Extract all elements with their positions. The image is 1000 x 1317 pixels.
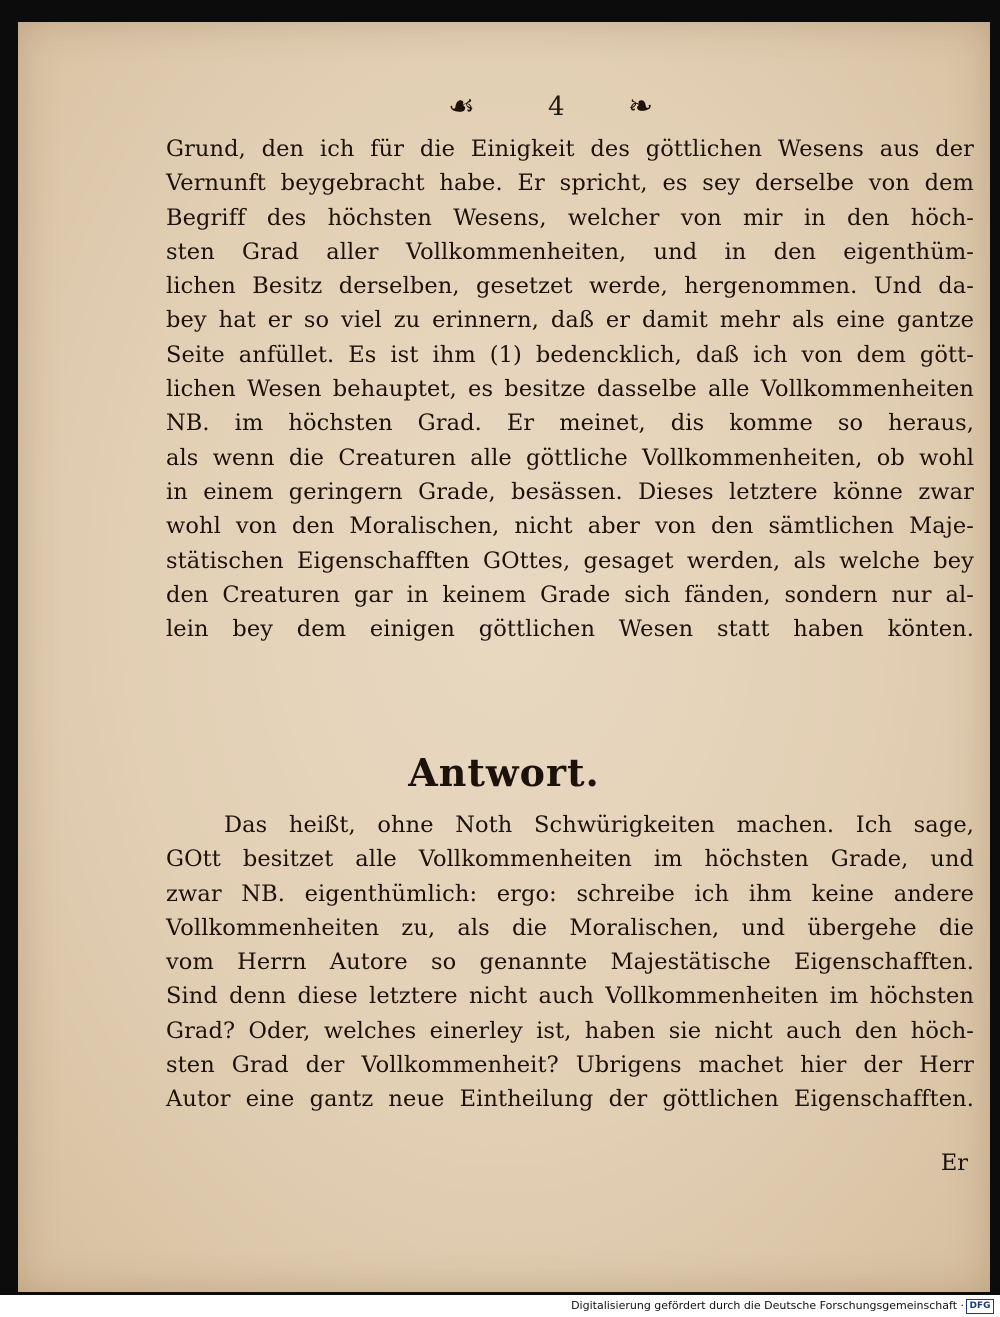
- text-line: NB. im höchsten Grad. Er meinet, dis komme so heraus,: [166, 410, 974, 437]
- text-line: zwar NB. eigenthümlich: ergo: schreibe ich ihm keine andere: [166, 880, 974, 907]
- ornament-left-icon: ☙: [448, 89, 475, 124]
- ornament-right-icon: ❧: [628, 89, 654, 124]
- text-line: sten Grad aller Vollkommenheiten, und in den eigenthüm-: [166, 238, 974, 265]
- text-line: sten Grad der Vollkommenheit? Ubrigens machet hier der Herr: [166, 1052, 974, 1079]
- text-line: lein bey dem einigen göttlichen Wesen statt haben könten.: [166, 616, 974, 643]
- text-line: GOtt besitzet alle Vollkommenheiten im höchsten Grade, und: [166, 846, 974, 873]
- body-text: [166, 132, 974, 646]
- footer-bar: [0, 1297, 1000, 1317]
- text-line: Vollkommenheiten zu, als die Moralischen, und übergehe die: [166, 914, 974, 941]
- answer-heading: Antwort.: [408, 750, 600, 795]
- funding-credit: Digitalisierung gefördert durch die Deutsche Forschungsgemeinschaft ·: [571, 1299, 964, 1312]
- page-header: [18, 82, 990, 132]
- text-line: vom Herrn Autore so genannte Majestätische Eigenschafften.: [166, 949, 974, 976]
- text-line: Begriff des höchsten Wesens, welcher von mir in den höch-: [166, 204, 974, 231]
- text-line: Seite anfüllet. Es ist ihm (1) bedencklich, daß ich von dem gött-: [166, 341, 974, 368]
- book-page: [18, 22, 990, 1292]
- text-line: Vernunft beygebracht habe. Er spricht, es sey derselbe von dem: [166, 170, 974, 197]
- text-line: Grund, den ich für die Einigkeit des göttlichen Wesens aus der: [166, 136, 974, 162]
- text-line: stätischen Eigenschafften GOttes, gesaget werden, als welche bey: [166, 547, 974, 574]
- text-line: lichen Wesen behauptet, es besitze dasselbe alle Vollkommenheiten: [166, 376, 974, 403]
- text-line: Grad? Oder, welches einerley ist, haben sie nicht auch den höch-: [166, 1017, 974, 1044]
- page-number: 4: [548, 92, 565, 122]
- text-line: in einem geringern Grade, besässen. Dieses letztere könne zwar: [166, 478, 974, 505]
- text-line: Autor eine gantz neue Eintheilung der göttlichen Eigenschafften.: [166, 1086, 974, 1113]
- text-line: den Creaturen gar in keinem Grade sich fänden, sondern nur al-: [166, 581, 974, 608]
- dfg-logo: DFG: [966, 1299, 994, 1314]
- text-line: lichen Besitz derselben, gesetzet werde, hergenommen. Und da-: [166, 273, 974, 300]
- text-line: Sind denn diese letztere nicht auch Vollkommenheiten im höchsten: [166, 983, 974, 1010]
- text-line: als wenn die Creaturen alle göttliche Vollkommenheiten, ob wohl: [166, 444, 974, 471]
- text-line: bey hat er so viel zu erinnern, daß er damit mehr als eine gantze: [166, 307, 974, 334]
- answer-text: [166, 808, 974, 1117]
- text-line: wohl von den Moralischen, nicht aber von den sämtlichen Maje-: [166, 513, 974, 540]
- text-line: Das heißt, ohne Noth Schwürigkeiten machen. Ich sage,: [224, 812, 974, 838]
- catchword: Er: [940, 1150, 968, 1176]
